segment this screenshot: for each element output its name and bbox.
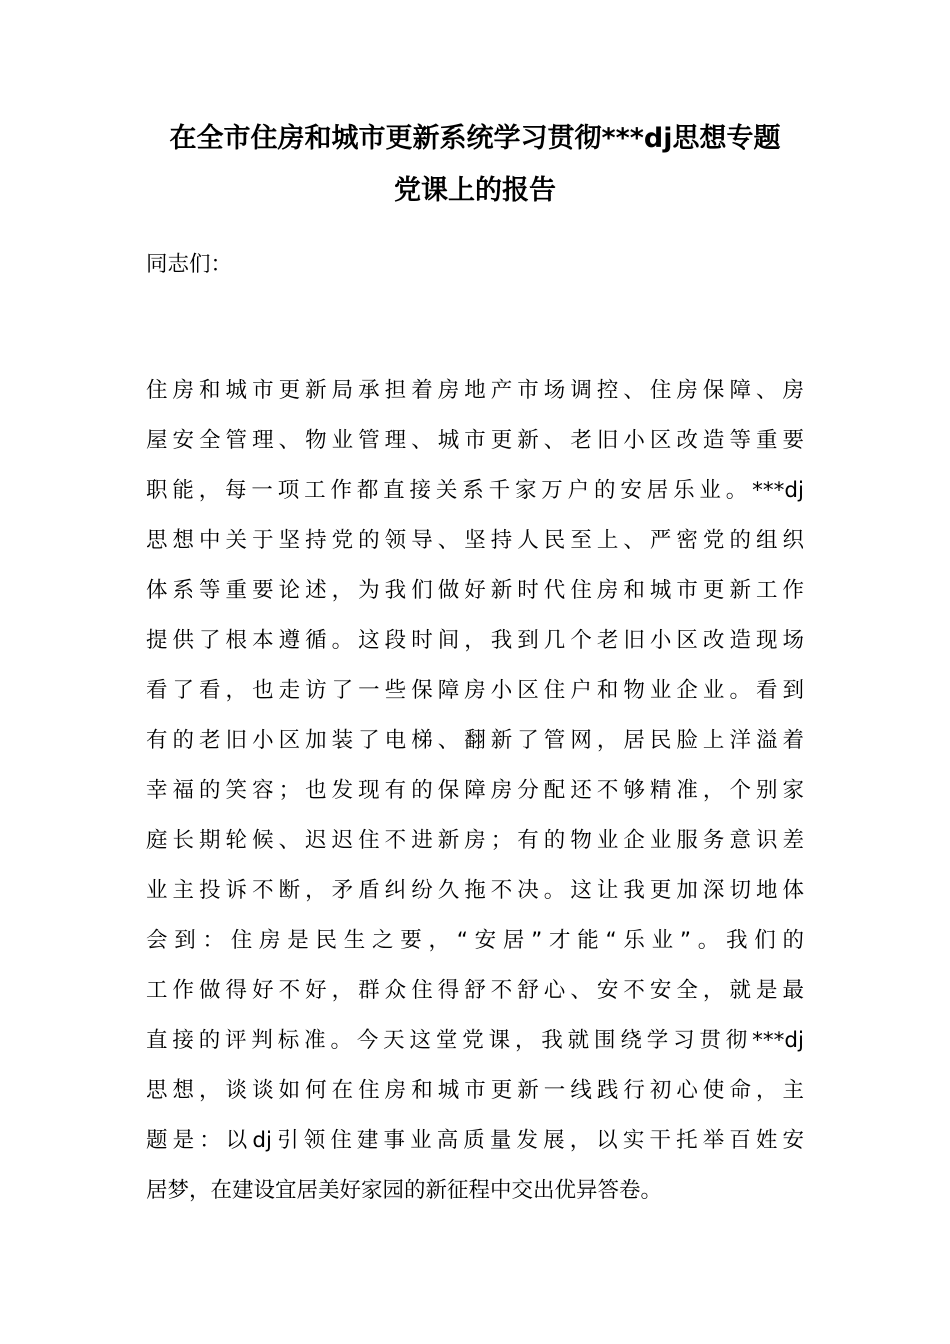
paragraph-line: 屋安全管理、物业管理、城市更新、老旧小区改造等重要 (146, 428, 804, 453)
paragraph-line: 居梦，在建设宜居美好家园的新征程中交出优异答卷。 (146, 1178, 663, 1203)
paragraph-line: 提供了根本遵循。这段时间，我到几个老旧小区改造现场 (146, 628, 804, 653)
document-title-line-2: 党课上的报告 (394, 175, 556, 206)
paragraph-line: 有的老旧小区加装了电梯、翻新了管网，居民脸上洋溢着 (146, 728, 804, 753)
paragraph-line: 职能，每一项工作都直接关系千家万户的安居乐业。***dj (146, 478, 804, 503)
paragraph-line: 题是：以dj引领住建事业高质量发展，以实干托举百姓安 (146, 1128, 804, 1153)
paragraph-line: 庭长期轮候、迟迟住不进新房；有的物业企业服务意识差 (146, 828, 804, 853)
paragraph-line: 业主投诉不断，矛盾纠纷久拖不决。这让我更加深切地体 (146, 878, 804, 903)
paragraph-line: 思想中关于坚持党的领导、坚持人民至上、严密党的组织 (146, 528, 804, 553)
paragraph-line: 看了看，也走访了一些保障房小区住户和物业企业。看到 (146, 678, 804, 703)
paragraph-line: 思想，谈谈如何在住房和城市更新一线践行初心使命，主 (146, 1078, 804, 1103)
paragraph-line: 体系等重要论述，为我们做好新时代住房和城市更新工作 (146, 578, 804, 603)
paragraph-line: 会到：住房是民生之要，“安居”才能“乐业”。我们的 (146, 928, 804, 953)
paragraph-line: 直接的评判标准。今天这堂党课，我就围绕学习贯彻***dj (146, 1028, 804, 1053)
paragraph-line: 幸福的笑容；也发现有的保障房分配还不够精准，个别家 (146, 778, 804, 803)
salutation: 同志们： (146, 252, 233, 277)
document-title-line-1: 在全市住房和城市更新系统学习贯彻***dj思想专题 (169, 123, 781, 154)
paragraph-line: 工作做得好不好，群众住得舒不舒心、安不安全，就是最 (146, 978, 804, 1003)
paragraph-line: 住房和城市更新局承担着房地产市场调控、住房保障、房 (146, 378, 804, 403)
